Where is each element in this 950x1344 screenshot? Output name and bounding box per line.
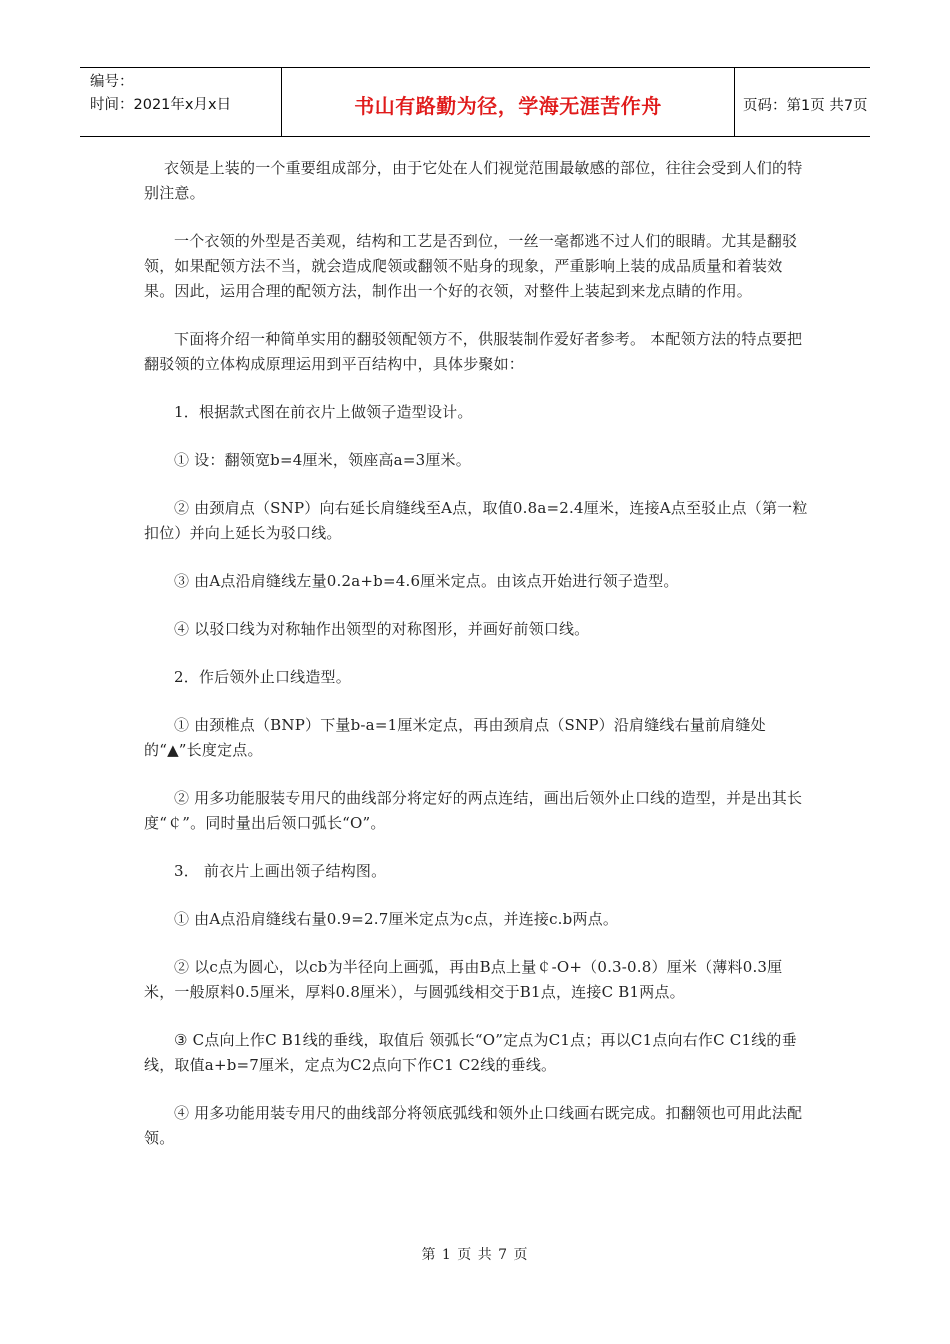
header-page-label: 页码：第1页 共7页 xyxy=(743,97,868,114)
paragraph: 衣领是上装的一个重要组成部分，由于它处在人们视觉范围最敏感的部位，往往会受到人们的特别注意。 xyxy=(144,159,803,202)
header-meta xyxy=(80,68,282,136)
paragraph: ① 设：翻领宽b=4厘米，领座高a=3厘米。 xyxy=(174,451,471,469)
paragraph: ③ C点向上作C B1线的垂线，取值后 领弧长“O”定点为C1点；再以C1点向右作C C1线的垂线，取值a+b=7厘米，定点为C2点向下作C1 C2线的垂线。 xyxy=(144,1031,797,1074)
paragraph: 下面将介绍一种简单实用的翻驳领配领方不，供服装制作爱好者参考。 本配领方法的特点要把翻驳领的立体构成原理运用到平百结构中，具体步聚如： xyxy=(144,330,803,373)
paragraph: 1．根据款式图在前衣片上做领子造型设计。 xyxy=(174,403,473,421)
paragraph: ④ 用多功能用装专用尺的曲线部分将领底弧线和领外止口线画右既完成。扣翻领也可用此法配领。 xyxy=(144,1104,803,1147)
paragraph: 3． 前衣片上画出领子结构图。 xyxy=(174,862,387,880)
paragraph: ① 由A点沿肩缝线右量0.9=2.7厘米定点为c点，并连接c.b两点。 xyxy=(174,910,619,928)
page-footer: 第 1 页 共 7 页 xyxy=(421,1247,529,1263)
paragraph: ② 用多功能服装专用尺的曲线部分将定好的两点连结，画出后领外止口线的造型，并是出其长度“￠”。同时量出后领口弧长“O”。 xyxy=(144,789,803,832)
paragraph: ② 以c点为圆心，以cb为半径向上画弧，再由B点上量￠-O+（0.3-0.8）厘米（薄料0.3厘米，一般原料0.5厘米，厚料0.8厘米），与圆弧线相交于B1点，连接C B1两点。 xyxy=(144,958,783,1001)
paragraph: ④ 以驳口线为对称轴作出领型的对称图形，并画好前领口线。 xyxy=(174,620,590,638)
document-header xyxy=(80,67,870,137)
paragraph: 一个衣领的外型是否美观，结构和工艺是否到位，一丝一毫都逃不过人们的眼睛。尤其是翻驳领，如果配领方法不当，就会造成爬领或翻领不贴身的现象，严重影响上装的成品质量和着装效果。因此，运用合理的配领方法，制作出一个好的衣领，对整件上装起到来龙点睛的作用。 xyxy=(144,232,798,300)
document-body xyxy=(144,156,812,1174)
paragraph: ② 由颈肩点（SNP）向右延长肩缝线至A点，取值0.8a=2.4厘米，连接A点至驳止点（第一粒扣位）并向上延长为驳口线。 xyxy=(144,499,808,542)
code-label: 编号： xyxy=(90,74,134,90)
paragraph: ③ 由A点沿肩缝线左量0.2a+b=4.6厘米定点。由该点开始进行领子造型。 xyxy=(174,572,679,590)
paragraph: ① 由颈椎点（BNP）下量b-a=1厘米定点，再由颈肩点（SNP）沿肩缝线右量前肩缝处的“▲”长度定点。 xyxy=(144,716,766,759)
header-motto: 书山有路勤为径，学海无涯苦作舟 xyxy=(282,68,735,136)
time-label: 时间：2021年x月x日 xyxy=(90,97,232,113)
paragraph: 2．作后领外止口线造型。 xyxy=(174,668,351,686)
